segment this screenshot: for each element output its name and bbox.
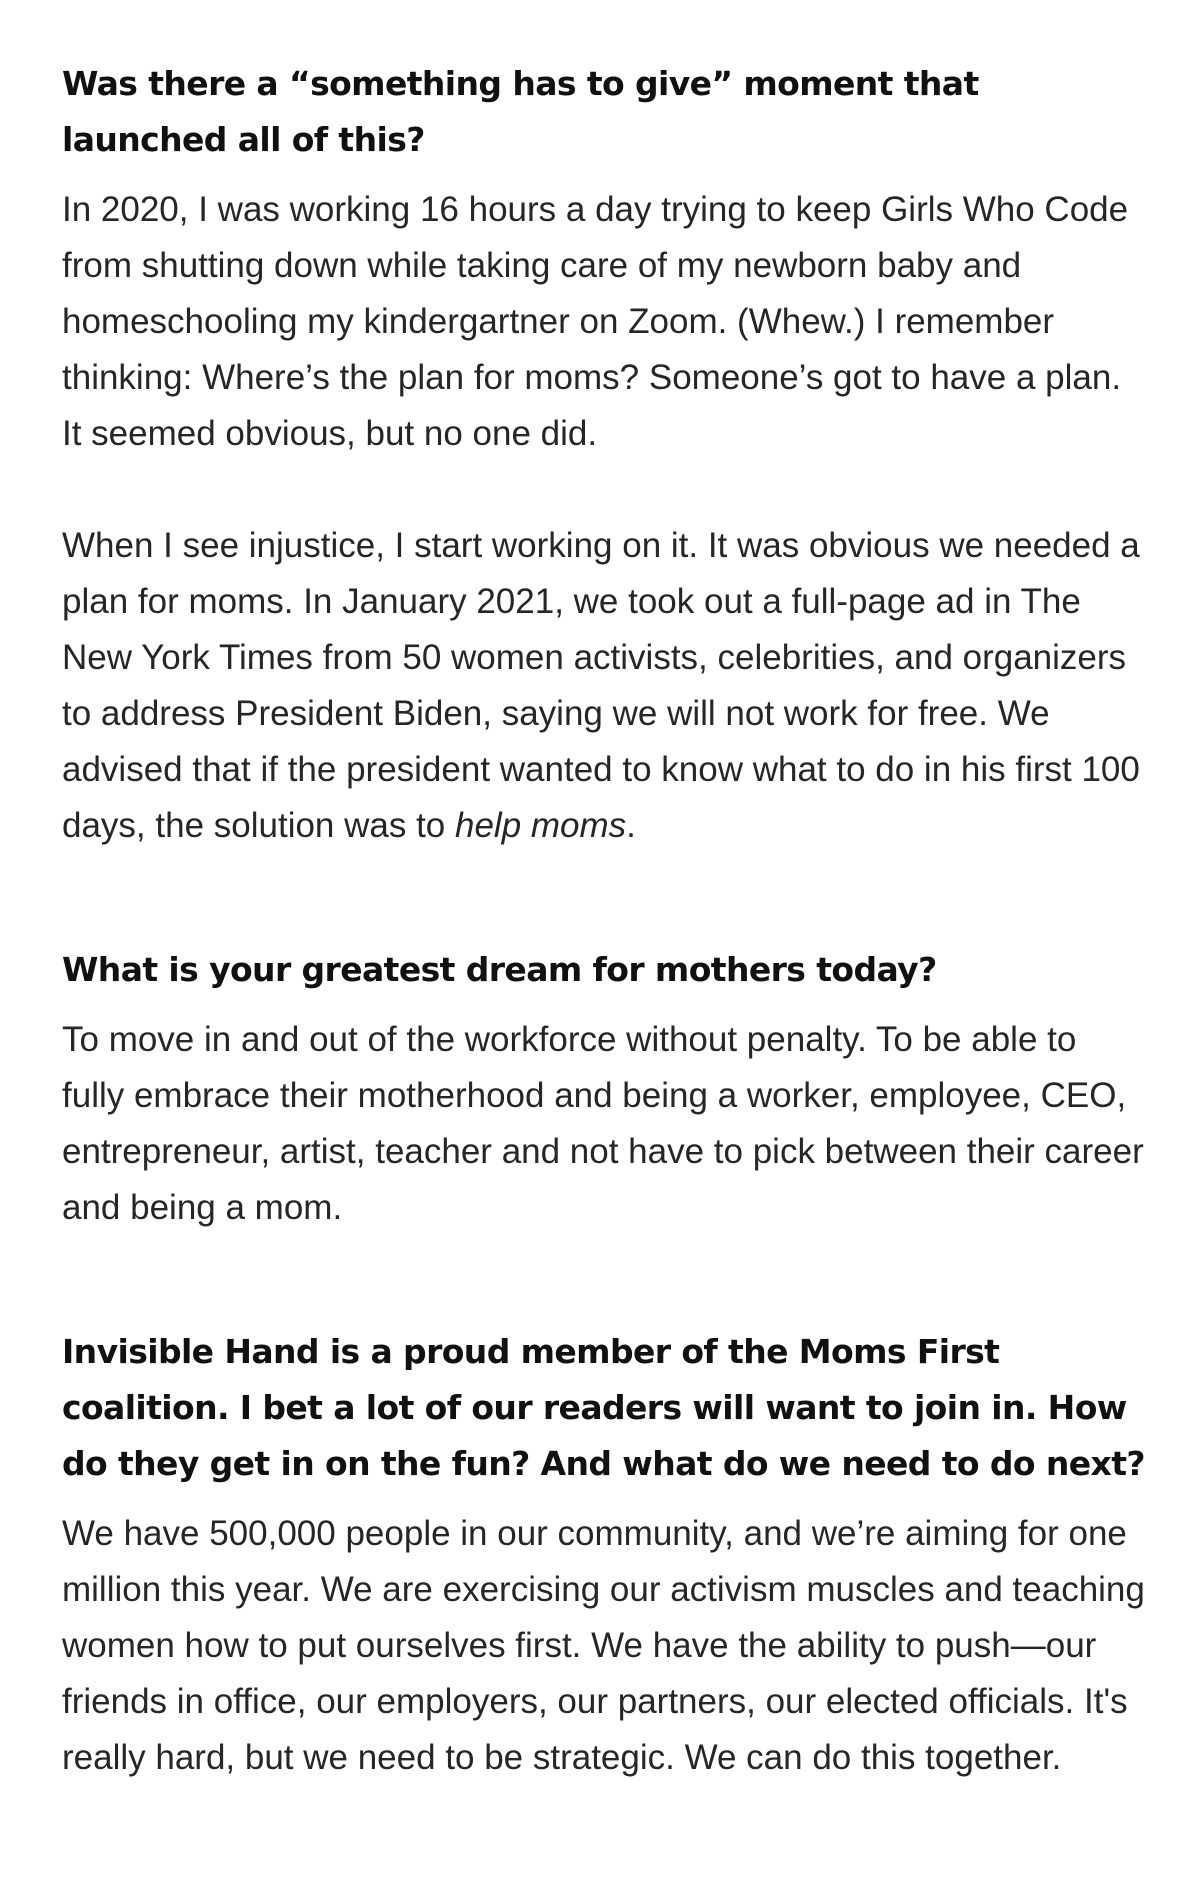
answer-period: .: [626, 806, 636, 845]
answer-paragraph-dream: To move in and out of the workforce without penalty. To be able to fully embrace their motherhood and being a worker, employee, CEO, entrepreneur, artist, teacher and not have to pick between their career and being a mom.: [62, 1020, 1144, 1227]
answer-paragraph-injustice: [62, 518, 1145, 854]
interview-question-dream: What is your greatest dream for mothers today?: [62, 950, 937, 989]
answer-paragraph-2020: In 2020, I was working 16 hours a day trying to keep Girls Who Code from shutting down while taking care of my newborn baby and homeschooling my kindergartner on Zoom. (Whew.) I remember thinking: Where’s the plan for moms? Someone’s got to have a plan. It seemed obvious, but no one did.: [62, 190, 1129, 453]
emphasis-help-moms: help moms: [455, 806, 627, 845]
answer-paragraph-community: We have 500,000 people in our community, and we’re aiming for one million this year. We are exercising our activism muscles and teaching women how to put ourselves first. We have the ability to push—our friends in office, our employers, our partners, our elected officials. It's really hard, but we need to be strategic. We can do this together.: [62, 1514, 1145, 1777]
answer-text: When I see injustice, I start working on it. It was obvious we needed a plan for moms. In January 2021, we took out a full-page ad in The New York Times from 50 women activists, celebrities, and organizers to address President Biden, saying we will not work for free. We advised that if the president wanted to know what to do in his first 100 days, the solution was to: [62, 526, 1140, 845]
interview-question-coalition: Invisible Hand is a proud member of the Moms First coalition. I bet a lot of our readers will want to join in. How do they get in on the fun? And what do we need to do next?: [62, 1332, 1145, 1483]
interview-question-origin: Was there a “something has to give” moment that launched all of this?: [62, 64, 979, 159]
